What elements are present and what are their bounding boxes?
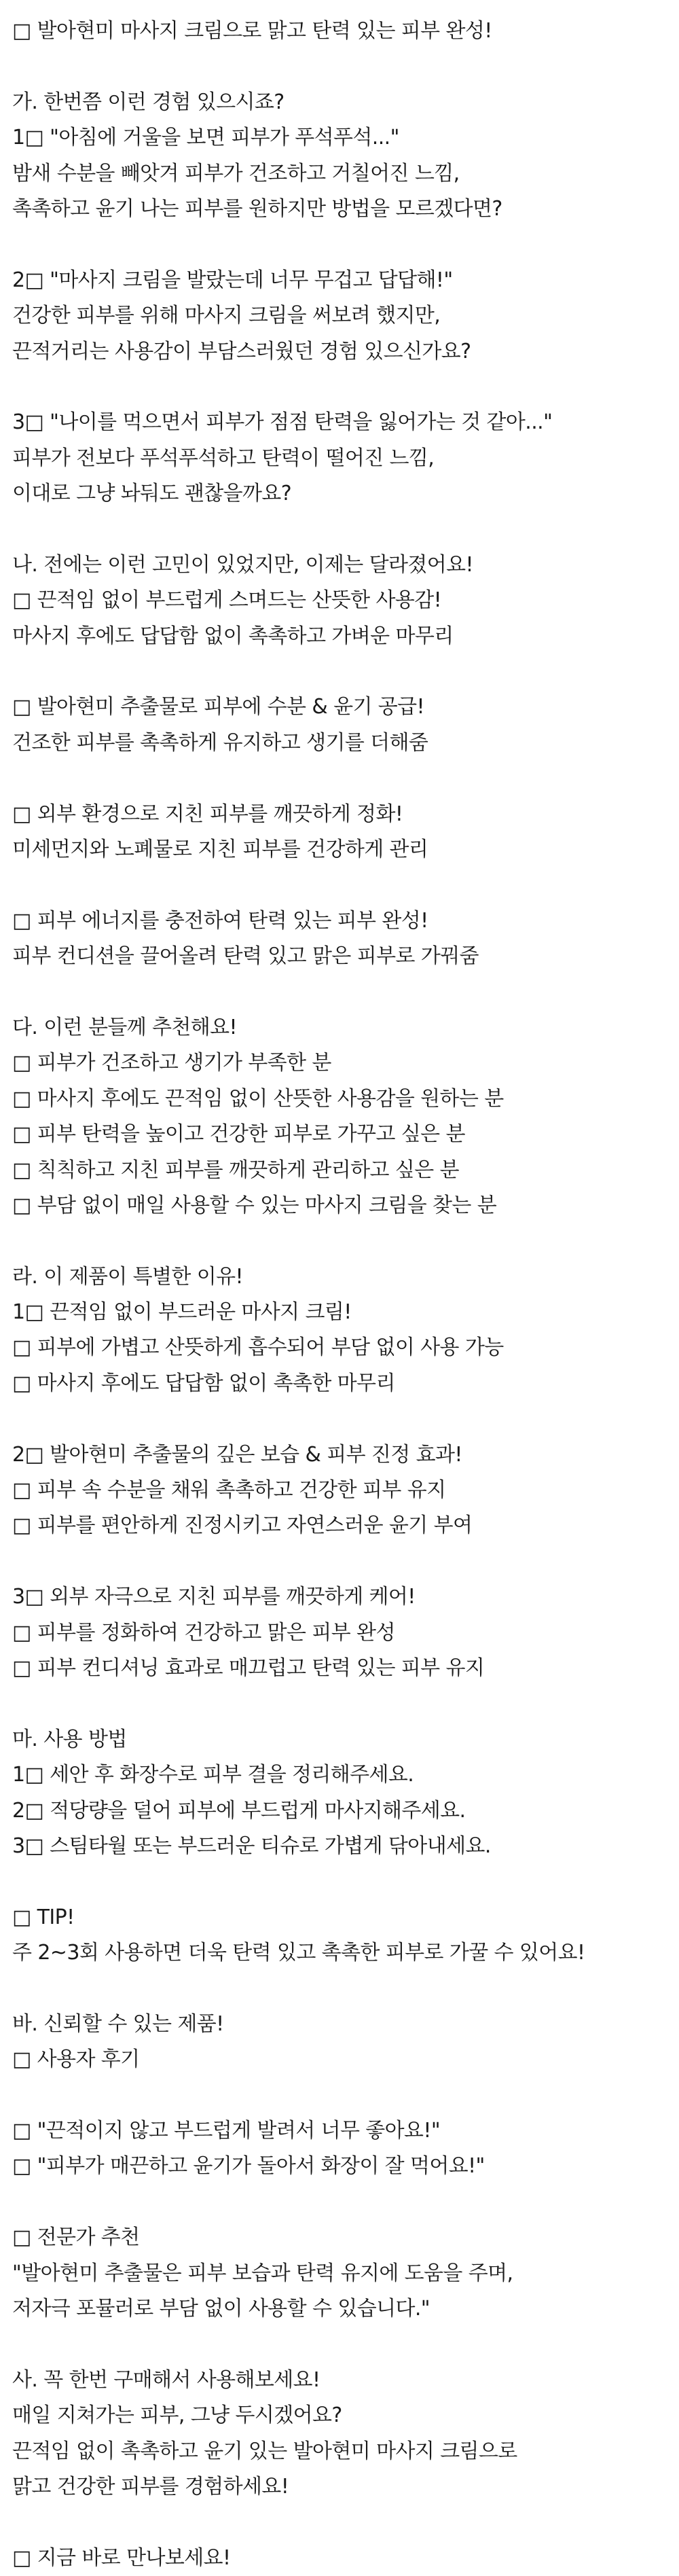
question-title: 2□ "마사지 크림을 발랐는데 너무 무겁고 답답해!" <box>12 268 453 292</box>
reason-title: 1□ 끈적임 없이 부드러운 마사지 크림! <box>12 1300 352 1325</box>
spacer <box>12 1686 667 1721</box>
benefit-text: 피부 컨디션을 끌어올려 탄력 있고 맑은 피부로 가꿔줌 <box>12 944 479 969</box>
recommend-item: □ 피부 탄력을 높이고 건강한 피부로 가꾸고 싶은 분 <box>12 1122 465 1147</box>
review-heading: □ 사용자 후기 <box>12 2047 140 2072</box>
section-heading: 나. 전에는 이런 고민이 있었지만, 이제는 달라졌어요! <box>12 552 473 577</box>
reason-text: □ 피부에 가볍고 산뜻하게 흡수되어 부담 없이 사용 가능 <box>12 1336 504 1360</box>
recommend-item: □ 피부가 건조하고 생기가 부족한 분 <box>12 1051 331 1075</box>
reason-title: 3□ 외부 자극으로 지친 피부를 깨끗하게 케어! <box>12 1585 416 1609</box>
closing-text: 끈적임 없이 촉촉하고 윤기 있는 발아현미 마사지 크림으로 <box>12 2439 517 2463</box>
spacer <box>12 49 667 84</box>
section-heading: 사. 꼭 한번 구매해서 사용해보세요! <box>12 2367 320 2392</box>
question-text: 끈적거리는 사용감이 부담스러웠던 경험 있으신가요? <box>12 339 471 363</box>
recommend-item: □ 부담 없이 매일 사용할 수 있는 마사지 크림을 찾는 분 <box>12 1193 497 1217</box>
closing-text: 맑고 건강한 피부를 경험하세요! <box>12 2474 289 2499</box>
question-text: 이대로 그냥 놔둬도 괜찮을까요? <box>12 482 292 506</box>
section-heading: 마. 사용 방법 <box>12 1727 127 1751</box>
spacer <box>12 227 667 262</box>
usage-step: 3□ 스팀타월 또는 부드러운 티슈로 가볍게 닦아내세요. <box>12 1833 491 1858</box>
expert-quote: "발아현미 추출물은 피부 보습과 탄력 유지에 도움을 주며, <box>12 2261 513 2285</box>
spacer <box>12 867 667 903</box>
section-heading: 라. 이 제품이 특별한 이유! <box>12 1264 243 1289</box>
reason-text: □ 피부를 정화하여 건강하고 맑은 피부 완성 <box>12 1620 395 1645</box>
expert-quote: 저자극 포뮬러로 부담 없이 사용할 수 있습니다." <box>12 2297 430 2321</box>
spacer <box>12 654 667 690</box>
reason-title: 2□ 발아현미 추출물의 깊은 보습 & 피부 진정 효과! <box>12 1442 462 1467</box>
question-text: 밤새 수분을 빼앗겨 피부가 건조하고 거칠어진 느낌, <box>12 161 460 185</box>
benefit-text: 마사지 후에도 답답함 없이 촉촉하고 가벼운 마무리 <box>12 624 454 648</box>
recommend-item: □ 마사지 후에도 끈적임 없이 산뜻한 사용감을 원하는 분 <box>12 1086 504 1111</box>
usage-step: 1□ 세안 후 화장수로 피부 결을 정리해주세요. <box>12 1763 414 1787</box>
reason-text: □ 피부를 편안하게 진정시키고 자연스러운 윤기 부여 <box>12 1514 473 1538</box>
recommend-item: □ 칙칙하고 지친 피부를 깨끗하게 관리하고 싶은 분 <box>12 1158 459 1182</box>
usage-step: 2□ 적당량을 덜어 피부에 부드럽게 마사지해주세요. <box>12 1798 466 1823</box>
section-heading: 가. 한번쯤 이런 경험 있으시죠? <box>12 90 285 114</box>
product-description <box>12 14 667 2576</box>
spacer <box>12 761 667 796</box>
closing-text: 매일 지쳐가는 피부, 그냥 두시겠어요? <box>12 2403 342 2428</box>
question-text: 촉촉하고 윤기 나는 피부를 원하지만 방법을 모르겠다면? <box>12 196 502 221</box>
spacer <box>12 512 667 547</box>
spacer <box>12 1223 667 1259</box>
spacer <box>12 1864 667 1899</box>
call-to-action: □ 지금 바로 만나보세요! <box>12 2545 231 2570</box>
benefit-title: □ 발아현미 추출물로 피부에 수분 & 윤기 공급! <box>12 695 424 719</box>
spacer <box>12 1544 667 1579</box>
question-text: 건강한 피부를 위해 마사지 크림을 써보려 했지만, <box>12 304 441 328</box>
tip-text: 주 2~3회 사용하면 더욱 탄력 있고 촉촉한 피부로 가꿀 수 있어요! <box>12 1941 585 1965</box>
spacer <box>12 1401 667 1437</box>
review-quote: □ "끈적이지 않고 부드럽게 발려서 너무 좋아요!" <box>12 2119 441 2143</box>
question-title: 3□ "나이를 먹으면서 피부가 점점 탄력을 잃어가는 것 같아..." <box>12 410 553 435</box>
spacer <box>12 2327 667 2362</box>
benefit-text: 미세먼지와 노폐물로 지친 피부를 건강하게 관리 <box>12 837 428 861</box>
expert-heading: □ 전문가 추천 <box>12 2225 140 2250</box>
tip-title: □ TIP! <box>12 1905 75 1929</box>
question-title: 1□ "아침에 거울을 보면 피부가 푸석푸석..." <box>12 126 399 150</box>
spacer <box>12 2505 667 2540</box>
section-heading: 바. 신뢰할 수 있는 제품! <box>12 2011 224 2036</box>
review-quote: □ "피부가 매끈하고 윤기가 돌아서 화장이 잘 먹어요!" <box>12 2154 485 2179</box>
spacer <box>12 2078 667 2113</box>
spacer <box>12 370 667 405</box>
reason-text: □ 피부 속 수분을 채워 촉촉하고 건강한 피부 유지 <box>12 1478 446 1503</box>
spacer <box>12 2185 667 2220</box>
reason-text: □ 마사지 후에도 답답함 없이 촉촉한 마무리 <box>12 1371 395 1395</box>
spacer <box>12 975 667 1010</box>
benefit-title: □ 끈적임 없이 부드럽게 스며드는 산뜻한 사용감! <box>12 588 442 613</box>
reason-text: □ 피부 컨디셔닝 효과로 매끄럽고 탄력 있는 피부 유지 <box>12 1656 485 1680</box>
section-heading: 다. 이런 분들께 추천해요! <box>12 1015 237 1039</box>
benefit-title: □ 외부 환경으로 지친 피부를 깨끗하게 정화! <box>12 802 403 826</box>
question-text: 피부가 전보다 푸석푸석하고 탄력이 떨어진 느낌, <box>12 446 435 470</box>
page-title: □ 발아현미 마사지 크림으로 맑고 탄력 있는 피부 완성! <box>12 19 492 43</box>
spacer <box>12 1971 667 2006</box>
benefit-title: □ 피부 에너지를 충전하여 탄력 있는 피부 완성! <box>12 908 428 933</box>
benefit-text: 건조한 피부를 촉촉하게 유지하고 생기를 더해줌 <box>12 730 428 755</box>
